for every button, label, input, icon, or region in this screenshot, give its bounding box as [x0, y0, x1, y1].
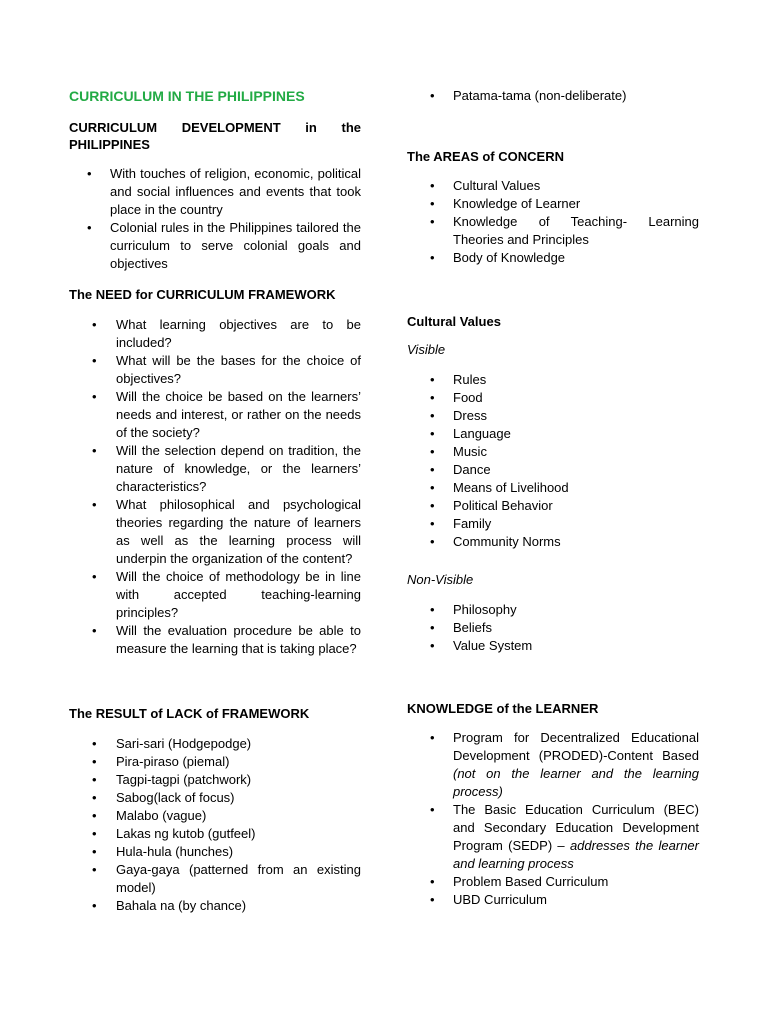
bullet-icon: • — [92, 862, 97, 877]
bullet-icon: • — [92, 790, 97, 805]
list-item: • Language — [430, 426, 511, 441]
list-item: • Political Behavior — [430, 498, 553, 513]
list-item: • Means of Livelihood — [430, 480, 569, 495]
top-list — [407, 87, 699, 105]
list-item: • Will the evaluation procedure be able to measure the learning that is taking place? — [92, 623, 361, 656]
list-item: • Beliefs — [430, 620, 493, 635]
list-item: • Will the selection depend on tradition, the nature of knowledge, or the learners’ characteristics? — [92, 443, 361, 494]
list-item: • Knowledge of Learner — [430, 196, 581, 211]
bullet-icon: • — [430, 250, 435, 265]
bullet-icon: • — [92, 623, 97, 638]
list-item: • Malabo (vague) — [92, 808, 207, 823]
bullet-icon: • — [430, 638, 435, 653]
bullet-icon: • — [430, 462, 435, 477]
need-heading: The NEED for CURRICULUM FRAMEWORK — [69, 287, 336, 302]
knowledge-learner-list — [407, 729, 699, 909]
list-item: • Cultural Values — [430, 178, 541, 193]
dev-heading-line1: CURRICULUM DEVELOPMENT in the — [69, 120, 361, 135]
list-item: • Dance — [430, 462, 491, 477]
bullet-icon: • — [92, 736, 97, 751]
list-item: • Sari-sari (Hodgepodge) — [92, 736, 252, 751]
bullet-icon: • — [92, 772, 97, 787]
list-item: • Body of Knowledge — [430, 250, 566, 265]
list-item: • Tagpi-tagpi (patchwork) — [92, 772, 252, 787]
list-item: • Knowledge of Teaching- Learning Theories and Principles — [430, 214, 699, 247]
result-list — [69, 735, 361, 915]
bullet-icon: • — [430, 602, 435, 617]
list-item: • Patama-tama (non-deliberate) — [430, 88, 627, 103]
bullet-icon: • — [430, 426, 435, 441]
areas-heading: The AREAS of CONCERN — [407, 149, 564, 164]
list-item: • Music — [430, 444, 487, 459]
result-heading: The RESULT of LACK of FRAMEWORK — [69, 706, 310, 721]
page-title: CURRICULUM IN THE PHILIPPINES — [69, 88, 305, 104]
list-item: • Hula-hula (hunches) — [92, 844, 234, 859]
list-item: • Philosophy — [430, 602, 517, 617]
list-item: • Pira-piraso (piemal) — [92, 754, 230, 769]
list-item: • Sabog(lack of focus) — [92, 790, 235, 805]
dev-heading-line2: PHILIPPINES — [69, 137, 150, 152]
list-item: • Gaya-gaya (patterned from an existing model) — [92, 862, 361, 895]
areas-list — [407, 177, 699, 267]
list-item: • Program for Decentralized Educational Development (PRODED)-Content Based (not on the learner and the learning process) — [430, 730, 699, 799]
need-list — [69, 316, 361, 658]
bullet-icon: • — [92, 808, 97, 823]
bullet-icon: • — [92, 389, 97, 404]
list-item: • What will be the bases for the choice of objectives? — [92, 353, 361, 386]
bullet-icon: • — [430, 88, 435, 103]
list-item: • Will the choice of methodology be in line with accepted teaching-learning principles? — [92, 569, 361, 620]
bullet-icon: • — [430, 874, 435, 889]
list-item: • Problem Based Curriculum — [430, 874, 609, 889]
bullet-icon: • — [430, 178, 435, 193]
bullet-icon: • — [92, 353, 97, 368]
knowledge-learner-heading: KNOWLEDGE of the LEARNER — [407, 701, 599, 716]
list-item: • Will the choice be based on the learners’ needs and interest, or rather on the needs of the society? — [92, 389, 361, 440]
bullet-icon: • — [430, 892, 435, 907]
list-item: • Dress — [430, 408, 487, 423]
list-item: • What learning objectives are to be included? — [92, 317, 361, 350]
bullet-icon: • — [430, 480, 435, 495]
bullet-icon: • — [92, 898, 97, 913]
bullet-icon: • — [430, 444, 435, 459]
list-item: • Bahala na (by chance) — [92, 898, 247, 913]
bullet-icon: • — [430, 390, 435, 405]
bullet-icon: • — [430, 516, 435, 531]
bullet-icon: • — [430, 498, 435, 513]
list-item: • UBD Curriculum — [430, 892, 547, 907]
list-item: • Value System — [430, 638, 533, 653]
cultural-values-heading: Cultural Values — [407, 314, 501, 329]
bullet-icon: • — [92, 754, 97, 769]
bullet-icon: • — [92, 497, 97, 512]
list-item: • Rules — [430, 372, 487, 387]
bullet-icon: • — [430, 534, 435, 549]
bullet-icon: • — [430, 620, 435, 635]
nonvisible-list — [407, 601, 699, 655]
bullet-icon: • — [430, 196, 435, 211]
bullet-icon: • — [430, 730, 435, 745]
bullet-icon: • — [87, 220, 92, 235]
list-item: • Food — [430, 390, 483, 405]
nonvisible-label: Non-Visible — [407, 572, 474, 587]
list-item: • The Basic Education Curriculum (BEC) and Secondary Education Development Program (SEDP) – addresses the learner and learning process — [430, 802, 699, 871]
bullet-icon: • — [430, 372, 435, 387]
bullet-icon: • — [430, 214, 435, 229]
list-item: • Community Norms — [430, 534, 561, 549]
bullet-icon: • — [430, 802, 435, 817]
bullet-icon: • — [92, 317, 97, 332]
list-item: • Colonial rules in the Philippines tailored the curriculum to serve colonial goals and objectives — [87, 220, 361, 271]
bullet-icon: • — [92, 826, 97, 841]
dev-list — [69, 165, 361, 273]
list-item: • Family — [430, 516, 492, 531]
list-item: • Lakas ng kutob (gutfeel) — [92, 826, 256, 841]
visible-list — [407, 371, 699, 551]
visible-label: Visible — [407, 342, 446, 357]
bullet-icon: • — [92, 569, 97, 584]
bullet-icon: • — [430, 408, 435, 423]
list-item: • What philosophical and psychological theories regarding the nature of learners as well as the learning process will underpin the organization of the content? — [92, 497, 361, 566]
bullet-icon: • — [92, 844, 97, 859]
list-item: • With touches of religion, economic, political and social influences and events that took place in the country — [87, 166, 361, 217]
bullet-icon: • — [92, 443, 97, 458]
bullet-icon: • — [87, 166, 92, 181]
